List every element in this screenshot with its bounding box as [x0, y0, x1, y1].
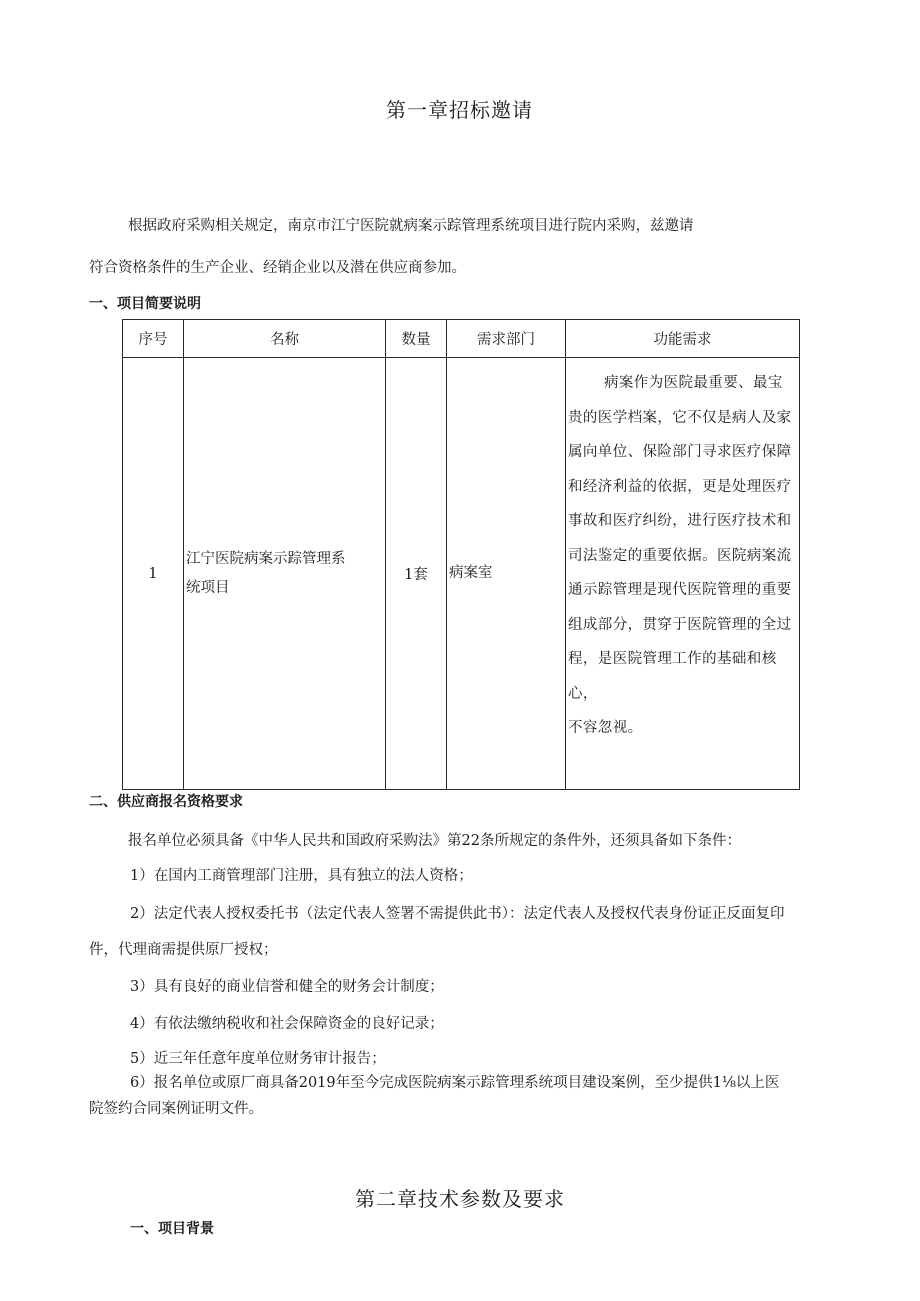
project-table: [122, 319, 800, 790]
requirement-6-line-2: 院签约合同案例证明文件。: [89, 1101, 263, 1117]
function-line: 通示踪管理是现代医院管理的重要: [568, 582, 792, 598]
function-line: 贵的医学档案，它不仅是病人及家: [568, 409, 792, 426]
function-line: 和经济利益的依据，更是处理医疗: [568, 478, 792, 495]
header-department: 需求部门: [447, 320, 566, 358]
requirement-1: 1）在国内工商管理部门注册，具有独立的法人资格；: [130, 868, 473, 884]
chapter1-title: 第一章招标邀请: [386, 98, 533, 122]
requirement-5: 5）近三年任意年度单位财务审计报告；: [130, 1051, 386, 1067]
table-row: [123, 358, 800, 790]
requirement-6-line-1: 6）报名单位或原厂商具备2019年至今完成医院病案示踪管理系统项目建设案例，至少提供1⅛以上医: [130, 1075, 780, 1091]
function-line: 事故和医疗纠纷，进行医疗技术和: [568, 513, 792, 529]
requirement-2-line-1: 2）法定代表人授权委托书（法定代表人签署不需提供此书）：法定代表人及授权代表身份证正反面复印: [130, 906, 785, 922]
function-line: 不容忽视。: [568, 720, 643, 736]
intro-line-2: 符合资格条件的生产企业、经销企业以及潜在供应商参加。: [89, 260, 466, 276]
chapter2-title: 第二章技术参数及要求: [355, 1187, 565, 1211]
section1-heading: 一、项目简要说明: [89, 296, 201, 312]
header-function: 功能需求: [566, 320, 800, 358]
row-function: [566, 358, 800, 790]
row-index: 1: [123, 358, 184, 790]
header-quantity: 数量: [386, 320, 447, 358]
chapter2-section1-heading: 一、项目背景: [130, 1221, 214, 1237]
function-line: 属向单位、保险部门寻求医疗保障: [568, 444, 792, 460]
row-name: [184, 358, 386, 790]
header-name: 名称: [184, 320, 386, 358]
header-index: 序号: [123, 320, 184, 358]
row-name-line-1: 江宁医院病案示踪管理系: [186, 550, 346, 567]
section2-heading: 二、供应商报名资格要求: [89, 794, 243, 810]
function-line: 程，是医院管理工作的基础和核心，: [568, 651, 777, 702]
intro-line-1: 根据政府采购相关规定，南京市江宁医院就病案示踪管理系统项目进行院内采购，兹邀请: [128, 218, 694, 234]
function-line: 组成部分，贯穿于医院管理的全过: [568, 616, 792, 633]
requirement-4: 4）有依法缴纳税收和社会保障资金的良好记录；: [130, 1016, 444, 1032]
row-quantity: 1套: [386, 358, 447, 790]
function-line: 病案作为医院最重要、最宝: [604, 375, 783, 391]
row-name-line-2: 统项目: [186, 579, 230, 596]
requirement-2-line-2: 件，代理商需提供原厂授权；: [89, 942, 278, 958]
function-line: 司法鉴定的重要依据。医院病案流: [568, 547, 792, 564]
requirement-intro: 报名单位必须具备《中华人民共和国政府采购法》第22条所规定的条件外，还须具备如下条件：: [128, 833, 741, 849]
requirement-3: 3）具有良好的商业信誉和健全的财务会计制度；: [130, 979, 444, 995]
row-department: 病案室: [447, 358, 566, 790]
table-header-row: [123, 320, 800, 358]
